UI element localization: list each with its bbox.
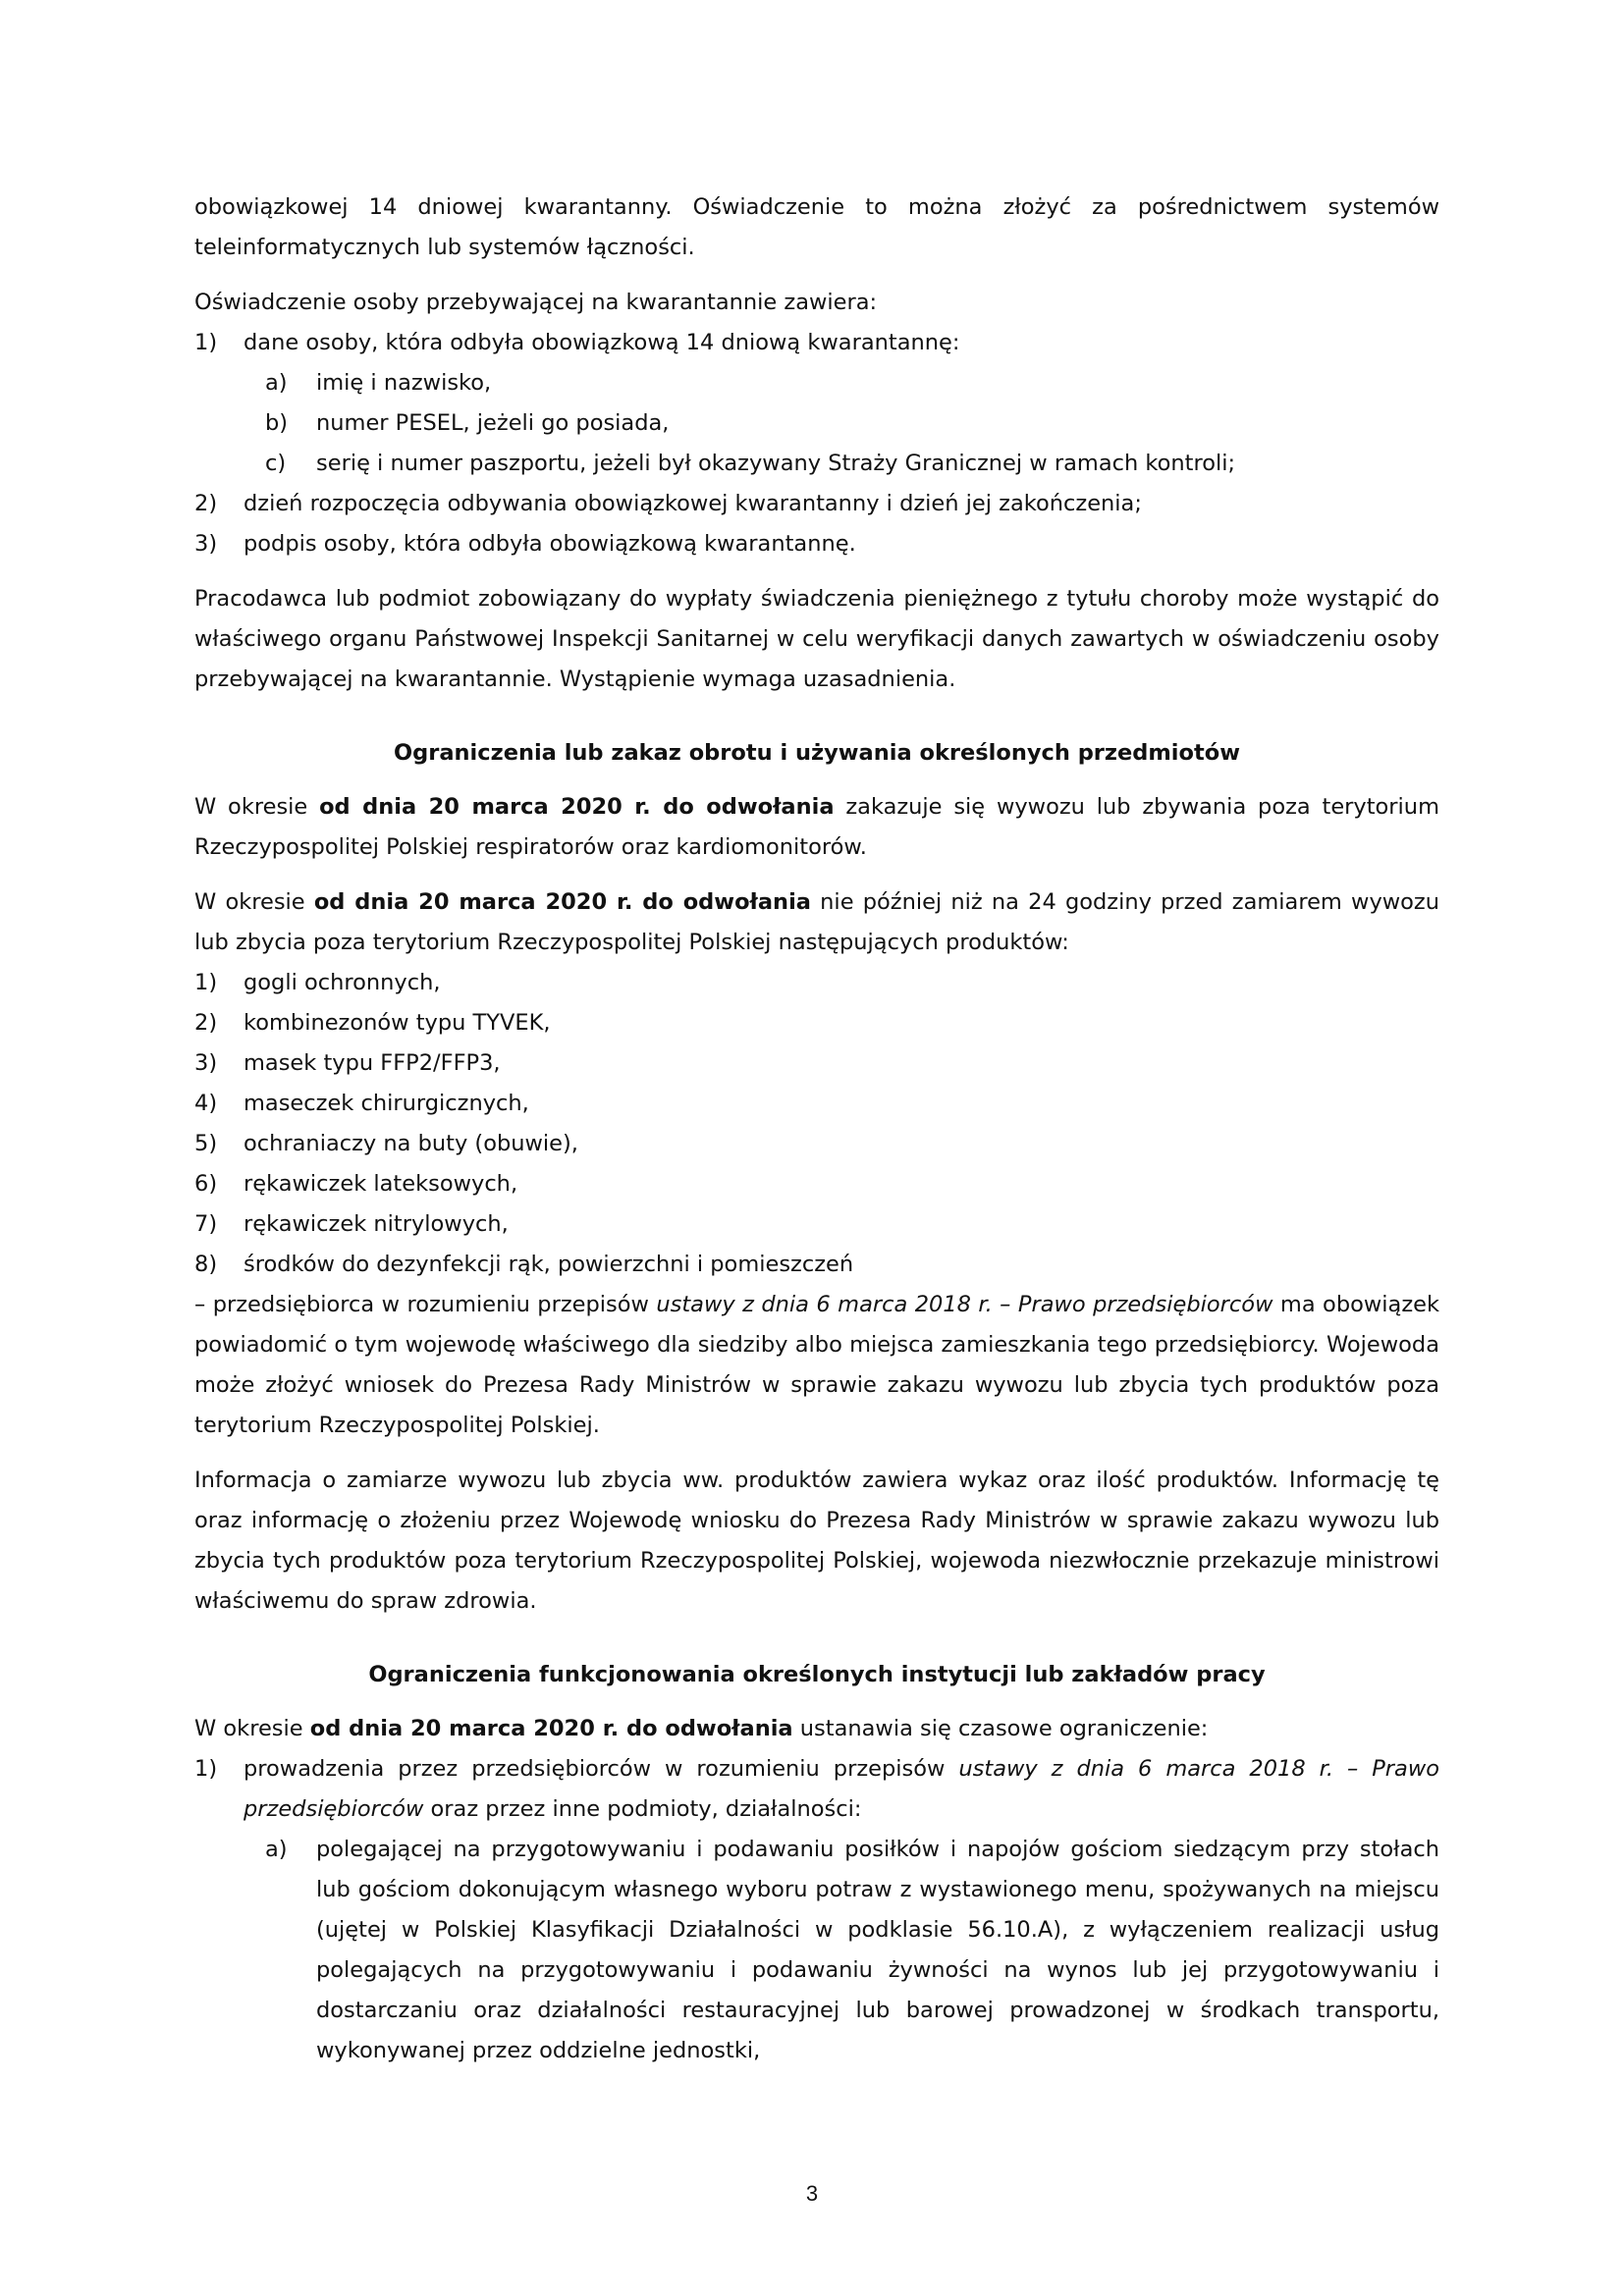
paragraph-temporary-restriction: W okresie od dnia 20 marca 2020 r. do odwołania ustanawia się czasowe ograniczenie: bbox=[194, 1716, 1209, 1741]
list-item bbox=[194, 484, 1439, 524]
list-item: 4) maseczek chirurgicznych, bbox=[194, 1091, 529, 1116]
sub-list-item bbox=[194, 403, 1439, 444]
list-letter: c) bbox=[265, 451, 287, 476]
paragraph-employer-verification: Pracodawca lub podmiot zobowiązany do wypłaty świadczenia pieniężnego z tytułu choroby może wystąpić do właściwego organu Państwowej Inspekcji Sanitarnej w celu weryfikacji danych zawartych w oświadczeniu osoby przebywającej na kwarantannie. Wystąpienie wymaga uzasadnienia. bbox=[194, 586, 1439, 692]
list-text: serię i numer paszportu, jeżeli był okazywany Straży Granicznej w ramach kontroli; bbox=[316, 451, 1236, 476]
list-item: 8) środków do dezynfekcji rąk, powierzchni i pomieszczeń bbox=[194, 1252, 854, 1277]
emphasis-date-range: od dnia 20 marca 2020 r. do odwołania bbox=[313, 889, 811, 915]
list-item: 1) gogli ochronnych, bbox=[194, 970, 441, 995]
list-number: 3) bbox=[194, 531, 218, 557]
list-text: polegającej na przygotowywaniu i podawaniu posiłków i napojów gościom siedzącym przy stołach lub gościom dokonującym własnego wyboru potraw z wystawionego menu, spożywanych na miejscu (ujętej w Polskiej Klasyfikacji Działalności w podklasie 56.10.A), z wyłączeniem realizacji usług polegających na przygotowywaniu i podawaniu żywności na wynos lub jej przygotowywaniu i dostarczaniu oraz działalności restauracyjnej lub barowej prowadzonej w środkach transportu, wykonywanej przez oddzielne jednostki, bbox=[316, 1837, 1439, 2063]
law-citation: ustawy z dnia 6 marca 2018 r. – Prawo przedsiębiorców bbox=[656, 1292, 1273, 1317]
list-number: 1) bbox=[194, 1756, 218, 1782]
list-item: 5) ochraniaczy na buty (obuwie), bbox=[194, 1131, 578, 1156]
list-text: numer PESEL, jeżeli go posiada, bbox=[316, 410, 670, 436]
paragraph-entrepreneur-obligation: – przedsiębiorca w rozumieniu przepisów ustawy z dnia 6 marca 2018 r. – Prawo przedsiębiorców ma obowiązek powiadomić o tym wojewodę właściwego dla siedziby albo miejsca zamieszkania tego przedsiębiorcy. Wojewoda może złożyć wniosek do Prezesa Rady Ministrów w sprawie zakazu wywozu lub zbycia tych produktów poza terytorium Rzeczypospolitej Polskiej. bbox=[194, 1292, 1439, 1438]
list-item bbox=[194, 1749, 1439, 1830]
paragraph-export-ban: W okresie od dnia 20 marca 2020 r. do odwołania zakazuje się wywozu lub zbywania poza terytorium Rzeczypospolitej Polskiej respiratorów oraz kardiomonitorów. bbox=[194, 794, 1439, 860]
list-number: 1) bbox=[194, 330, 218, 355]
sub-list-item bbox=[194, 1830, 1439, 2071]
list-item: 6) rękawiczek lateksowych, bbox=[194, 1171, 518, 1197]
sub-list-item bbox=[194, 363, 1439, 403]
list-letter: a) bbox=[265, 1837, 288, 1862]
section-heading-institution-restrictions: Ograniczenia funkcjonowania określonych instytucji lub zakładów pracy bbox=[368, 1662, 1266, 1687]
list-item: 2) kombinezonów typu TYVEK, bbox=[194, 1010, 551, 1036]
paragraph-information-content: Informacja o zamiarze wywozu lub zbycia ww. produktów zawiera wykaz oraz ilość produktów. Informację tę oraz informację o złożeniu przez Wojewodę wniosku do Prezesa Rady Ministrów w sprawie zakazu wywozu lub zbycia tych produktów poza terytorium Rzeczypospolitej Polskiej, wojewoda niezwłocznie przekazuje ministrowi właściwemu do spraw zdrowia. bbox=[194, 1468, 1439, 1614]
law-citation: ustawy z dnia 6 marca 2018 r. – Prawo przedsiębiorców bbox=[244, 1756, 1439, 1822]
list-text: dane osoby, która odbyła obowiązkową 14 dniową kwarantannę: bbox=[244, 330, 960, 355]
list-text: imię i nazwisko, bbox=[316, 370, 492, 396]
page-number: 3 bbox=[805, 2181, 819, 2206]
paragraph-quarantine-statement: obowiązkowej 14 dniowej kwarantanny. Oświadczenie to można złożyć za pośrednictwem systemów teleinformatycznych lub systemów łączności. bbox=[194, 194, 1439, 260]
page-content bbox=[194, 187, 1439, 2071]
emphasis-date-range: od dnia 20 marca 2020 r. do odwołania bbox=[309, 1716, 793, 1741]
list-item: 3) masek typu FFP2/FFP3, bbox=[194, 1050, 501, 1076]
paragraph-notification-requirement: W okresie od dnia 20 marca 2020 r. do odwołania nie później niż na 24 godziny przed zamiarem wywozu lub zbycia poza terytorium Rzeczypospolitej Polskiej następujących produktów: bbox=[194, 889, 1439, 955]
paragraph-statement-contents: Oświadczenie osoby przebywającej na kwarantannie zawiera: bbox=[194, 290, 878, 315]
list-text: prowadzenia przez przedsiębiorców w rozumieniu przepisów ustawy z dnia 6 marca 2018 r. – Prawo przedsiębiorców oraz przez inne podmioty, działalności: bbox=[244, 1756, 1439, 1822]
list-letter: a) bbox=[265, 370, 288, 396]
sub-list-item bbox=[194, 444, 1439, 484]
list-text: podpis osoby, która odbyła obowiązkową kwarantannę. bbox=[244, 531, 856, 557]
list-letter: b) bbox=[265, 410, 289, 436]
list-item: 7) rękawiczek nitrylowych, bbox=[194, 1211, 509, 1237]
emphasis-date-range: od dnia 20 marca 2020 r. do odwołania bbox=[319, 794, 835, 820]
list-item bbox=[194, 323, 1439, 363]
list-item bbox=[194, 524, 1439, 564]
list-text: dzień rozpoczęcia odbywania obowiązkowej kwarantanny i dzień jej zakończenia; bbox=[244, 491, 1142, 516]
list-number: 2) bbox=[194, 491, 218, 516]
section-heading-trade-restrictions: Ograniczenia lub zakaz obrotu i używania określonych przedmiotów bbox=[394, 740, 1240, 766]
